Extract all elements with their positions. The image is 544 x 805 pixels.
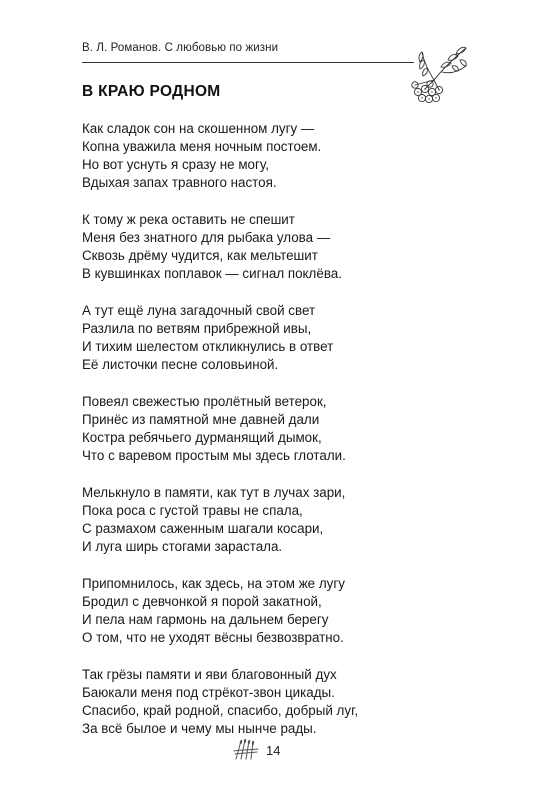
poem-title: В КРАЮ РОДНОМ — [82, 83, 221, 100]
page-footer — [232, 738, 280, 762]
poem-line: И тихим шелестом откликнулись в ответ — [82, 339, 334, 354]
poem-line: К тому ж река оставить не спешит — [82, 212, 295, 227]
poem-line: Повеял свежестью пролётный ветерок, — [82, 394, 327, 409]
poem-line: Костра ребячьего дурманящий дымок, — [82, 430, 322, 445]
poem-line: Принёс из памятной мне давней дали — [82, 412, 320, 427]
poem-line: Что с варевом простым мы здесь глотали. — [82, 448, 346, 463]
stanza — [82, 393, 442, 465]
poem-line: Разлила по ветвям прибрежной ивы, — [82, 321, 312, 336]
wheat-sheaf-icon — [232, 738, 262, 762]
rowan-branch-icon — [404, 40, 474, 106]
poem-line: Её листочки песне соловьиной. — [82, 357, 279, 372]
poem-line: Как сладок сон на скошенном лугу — — [82, 121, 315, 136]
stanza — [82, 120, 442, 192]
poem-line: Сквозь дрёму чудится, как мельтешит — [82, 248, 318, 263]
poem-line: В кувшинках поплавок — сигнал поклёва. — [82, 266, 342, 281]
poem-line: Пока роса с густой травы не спала, — [82, 503, 303, 518]
poem-line: Вдыхая запах травного настоя. — [82, 175, 277, 190]
poem-line: Баюкали меня под стрёкот-звон цикады. — [82, 685, 335, 700]
stanza — [82, 302, 442, 374]
running-header: В. Л. Романов. С любовью по жизни — [82, 42, 279, 54]
page-number: 14 — [266, 742, 281, 758]
poem-line: А тут ещё луна загадочный свой свет — [82, 303, 316, 318]
stanza — [82, 666, 442, 738]
header-rule — [82, 62, 414, 63]
poem-line: За всё былое и чему мы нынче рады. — [82, 721, 317, 736]
stanza — [82, 211, 442, 283]
poem-line: И пела нам гармонь на дальнем берегу — [82, 612, 329, 627]
poem-line: Копна уважила меня ночным постоем. — [82, 139, 322, 154]
poem-line: О том, что не уходят вёсны безвозвратно. — [82, 630, 344, 645]
poem-line: Мелькнуло в памяти, как тут в лучах зари, — [82, 485, 346, 500]
poem-line: Меня без знатного для рыбака улова — — [82, 230, 331, 245]
stanza — [82, 575, 442, 647]
poem-line: Так грёзы памяти и яви благовонный дух — [82, 667, 337, 682]
poem-line: Припомнилось, как здесь, на этом же лугу — [82, 576, 345, 591]
poem-body — [82, 120, 442, 757]
poem-line: Бродил с девчонкой я порой закатной, — [82, 594, 322, 609]
poem-line: С размахом саженным шагали косари, — [82, 521, 324, 536]
poem-line: И луга ширь стогами зарастала. — [82, 539, 283, 554]
stanza — [82, 484, 442, 556]
poem-line: Спасибо, край родной, спасибо, добрый луг, — [82, 703, 359, 718]
poem-line: Но вот уснуть я сразу не могу, — [82, 157, 269, 172]
